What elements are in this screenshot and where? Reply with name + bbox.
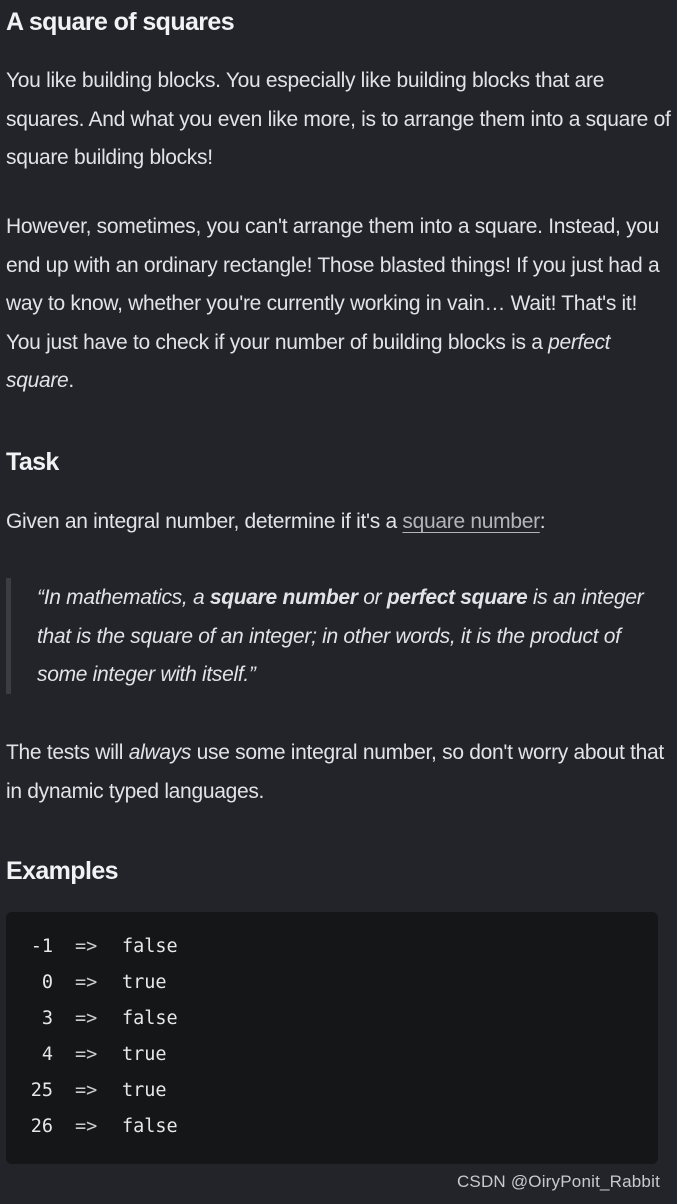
- quote-strong-square-number: square number: [209, 586, 358, 609]
- code-arrow: =>: [75, 1044, 98, 1065]
- code-input: 26: [30, 1116, 53, 1137]
- code-input: 3: [41, 1008, 53, 1029]
- tests-text: The tests will: [6, 741, 129, 764]
- code-output: true: [122, 1080, 167, 1101]
- intro-p2-end: .: [68, 369, 74, 392]
- tests-paragraph: [6, 734, 671, 811]
- task-text: Given an integral number, determine if it's a: [6, 510, 403, 533]
- code-output: true: [122, 1044, 167, 1065]
- examples-heading: Examples: [6, 857, 118, 885]
- quote-part-1: “In mathematics, a: [37, 586, 210, 609]
- code-output: false: [122, 936, 178, 957]
- code-arrow: =>: [75, 1116, 98, 1137]
- csdn-watermark: CSDN @OiryPonit_Rabbit: [456, 1172, 660, 1191]
- definition-quote: [6, 578, 656, 694]
- quote-part-2: or: [357, 586, 387, 609]
- square-number-link[interactable]: square number: [402, 510, 540, 533]
- code-output: false: [122, 1116, 178, 1137]
- examples-code-block: [6, 912, 658, 1164]
- task-paragraph: [6, 503, 671, 542]
- code-arrow: =>: [75, 1080, 98, 1101]
- code-input: 25: [30, 1080, 53, 1101]
- code-output: false: [122, 1008, 178, 1029]
- code-arrow: =>: [75, 972, 98, 993]
- code-input: 4: [41, 1044, 53, 1065]
- always-emphasis: always: [128, 741, 192, 764]
- code-arrow: =>: [75, 1008, 98, 1029]
- code-input: -1: [30, 936, 53, 957]
- task-colon: :: [539, 510, 546, 533]
- intro-paragraph-2: [6, 208, 671, 401]
- quote-text: [37, 579, 656, 695]
- code-input: 0: [41, 972, 53, 993]
- tests-text-end: use some integral number, so don't worry about that in dynamic typed languages.: [6, 741, 664, 803]
- code-output: true: [122, 972, 167, 993]
- intro-p2-text: However, sometimes, you can't arrange them into a square. Instead, you end up with an ordinary rectangle! Those blasted things! If you just had a way to know, whether you're currently working in vain… Wait! That's it! You just have to check if your number of building blocks is a: [6, 215, 660, 354]
- code-arrow: =>: [75, 936, 98, 957]
- quote-strong-perfect-square: perfect square: [386, 586, 528, 609]
- task-heading: Task: [6, 448, 59, 476]
- perfect-square-emphasis: perfect square: [6, 330, 611, 392]
- page-title: A square of squares: [6, 8, 235, 36]
- intro-paragraph-1: You like building blocks. You especially like building blocks that are squares. And what you even like more, is to arrange them into a square of square building blocks!: [6, 69, 671, 169]
- quote-part-3: is an integer that is the square of an integer; in other words, it is the product of some integer with itself.”: [37, 586, 644, 686]
